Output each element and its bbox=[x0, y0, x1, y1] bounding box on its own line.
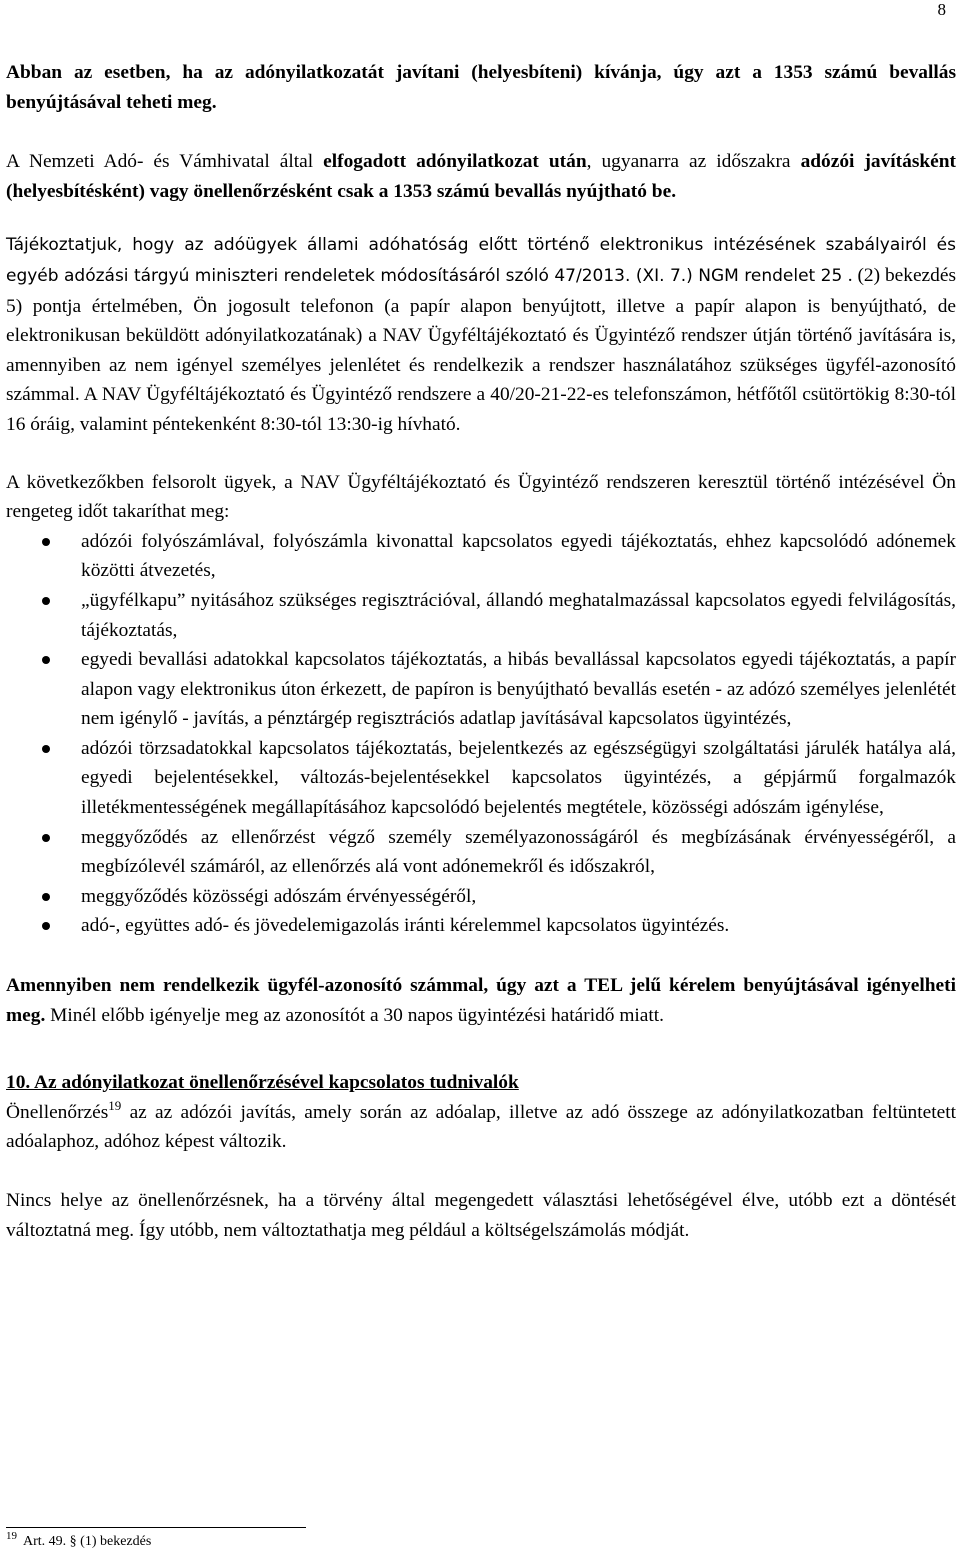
accepted-text-b: elfogadott adónyilatkozat után bbox=[323, 151, 587, 173]
footnote-reference: 19 bbox=[108, 1097, 122, 1113]
accepted-text-d: adózói javításként (helyesbítésként) vagy önellenőrzésként csak a 1353 számú bevallás nyújtható be. bbox=[6, 151, 957, 202]
list-item: meggyőződés közösségi adószám érvényességéről, bbox=[6, 882, 956, 912]
list-item: adó-, együttes adó- és jövedelemigazolás iránti kérelemmel kapcsolatos ügyintézés. bbox=[6, 911, 956, 941]
list-intro-paragraph: A következőkben felsorolt ügyek, a NAV Ügyféltájékoztató és Ügyintéző rendszeren keresztül történő intézésével Ön rengeteg időt takaríthat meg: bbox=[6, 471, 956, 523]
footnote-divider bbox=[6, 1527, 306, 1528]
footnote bbox=[6, 1530, 152, 1551]
self-revision-exclusion: Nincs helye az önellenőrzésnek, ha a törvény által megengedett választási lehetőségével élve, utóbb ezt a döntését változtatná meg. Így utóbb, nem változtathatja meg például a költségelszámolás módját. bbox=[6, 1190, 956, 1241]
self-revision-term: Önellenőrzés bbox=[6, 1101, 109, 1123]
info-text-details: . (2) bekezdés 5) pontja értelmében, Ön jogosult telefonon (a papír alapon benyújtott, illetve a papír alapon is benyújtható, de elektronikusan beküldött adónyilatkozatának) a NAV Ügyféltájékoztató és Ügyintéző rendszer útján történő javítására is, amennyiben az nem igényel személyes jelenlétet és rendelkezik a rendszer használatához szükséges ügyfél-azonosító számmal. A NAV Ügyféltájékoztató és Ügyintéző rendszere a 40/20-21-22-es telefonszámon, hétfőtől csütörtökig 8:30-tól 16 óráig, valamint péntekenként 8:30-tól 13:30-ig hívható. bbox=[6, 264, 957, 435]
client-id-bold-text: Amennyiben nem rendelkezik ügyfél-azonosító számmal, úgy azt a TEL jelű kérelem benyújtásával igényelheti meg. bbox=[6, 975, 956, 1026]
accepted-text-c: , ugyanarra az időszakra bbox=[586, 151, 801, 173]
list-item: adózói törzsadatokkal kapcsolatos tájékoztatás, bejelentkezés az egészségügyi szolgáltatási járulék hatálya alá, egyedi bejelentésekkel, változás-bejelentésekkel kapcsolatos ügyintézés, a gépjármű forgalmazók illetékmentességének megállapításához kapcsolódó bejelentés megtétele, közösségi adószám igénylése, bbox=[6, 734, 956, 823]
self-revision-definition-text: az az adózói javítás, amely során az adóalap, illetve az adó összege az adónyilatkozatban feltüntetett adóalaphoz, adóhoz képest változik. bbox=[6, 1101, 956, 1153]
list-item: egyedi bevallási adatokkal kapcsolatos tájékoztatás, a hibás bevallással kapcsolatos egyedi tájékoztatás, a papír alapon vagy elektronikus úton érkezett, de papíron is benyújtható bevallás esetén - az adózó személyes jelenlétét nem igénylő - javítás, a pénztárgép regisztrációs adatlap javításával kapcsolatos ügyintézés, bbox=[6, 645, 956, 734]
intro-paragraph-correction: Abban az esetben, ha az adónyilatkozatát javítani (helyesbíteni) kívánja, úgy azt a 1353 számú bevallás benyújtásával teheti meg. bbox=[6, 62, 956, 113]
services-list bbox=[6, 527, 956, 941]
document-body bbox=[6, 58, 956, 1245]
list-item: meggyőződés az ellenőrzést végző személy személyazonosságáról és megbízásának érvényességéről, a megbízólevél számáról, az ellenőrzés alá vont adónemekről és időszakról, bbox=[6, 823, 956, 882]
list-item: „ügyfélkapu” nyitásához szükséges regisztrációval, állandó meghatalmazással kapcsolatos egyedi felvilágosítás, tájékoztatás, bbox=[6, 586, 956, 645]
accepted-text-a: A Nemzeti Adó- és Vámhivatal által bbox=[6, 151, 324, 173]
footnote-text: Art. 49. § (1) bekezdés bbox=[23, 1534, 152, 1549]
info-text-regulation: Tájékoztatjuk, hogy az adóügyek állami adóhatóság előtt történő elektronikus intézésének szabályairól és egyéb adózási tárgyú miniszteri rendeletek módosításáról szóló 47/2013. (XI. 7.) NGM rendelet 25 bbox=[6, 235, 956, 286]
intro-paragraph-accepted bbox=[6, 147, 956, 206]
client-id-normal-text: Minél előbb igényelje meg az azonosítót a 30 napos ügyintézési határidő miatt. bbox=[45, 1004, 665, 1026]
info-paragraph-telephone bbox=[6, 230, 956, 439]
section-10-title: 10. Az adónyilatkozat önellenőrzésével kapcsolatos tudnivalók bbox=[6, 1072, 519, 1094]
client-id-paragraph bbox=[6, 971, 956, 1030]
footnote-number: 19 bbox=[6, 1530, 17, 1542]
self-revision-definition bbox=[6, 1098, 956, 1157]
page-number: 8 bbox=[937, 0, 946, 19]
list-item: adózói folyószámlával, folyószámla kivonattal kapcsolatos egyedi tájékoztatás, ehhez kapcsolódó adónemek közötti átvezetés, bbox=[6, 527, 956, 586]
